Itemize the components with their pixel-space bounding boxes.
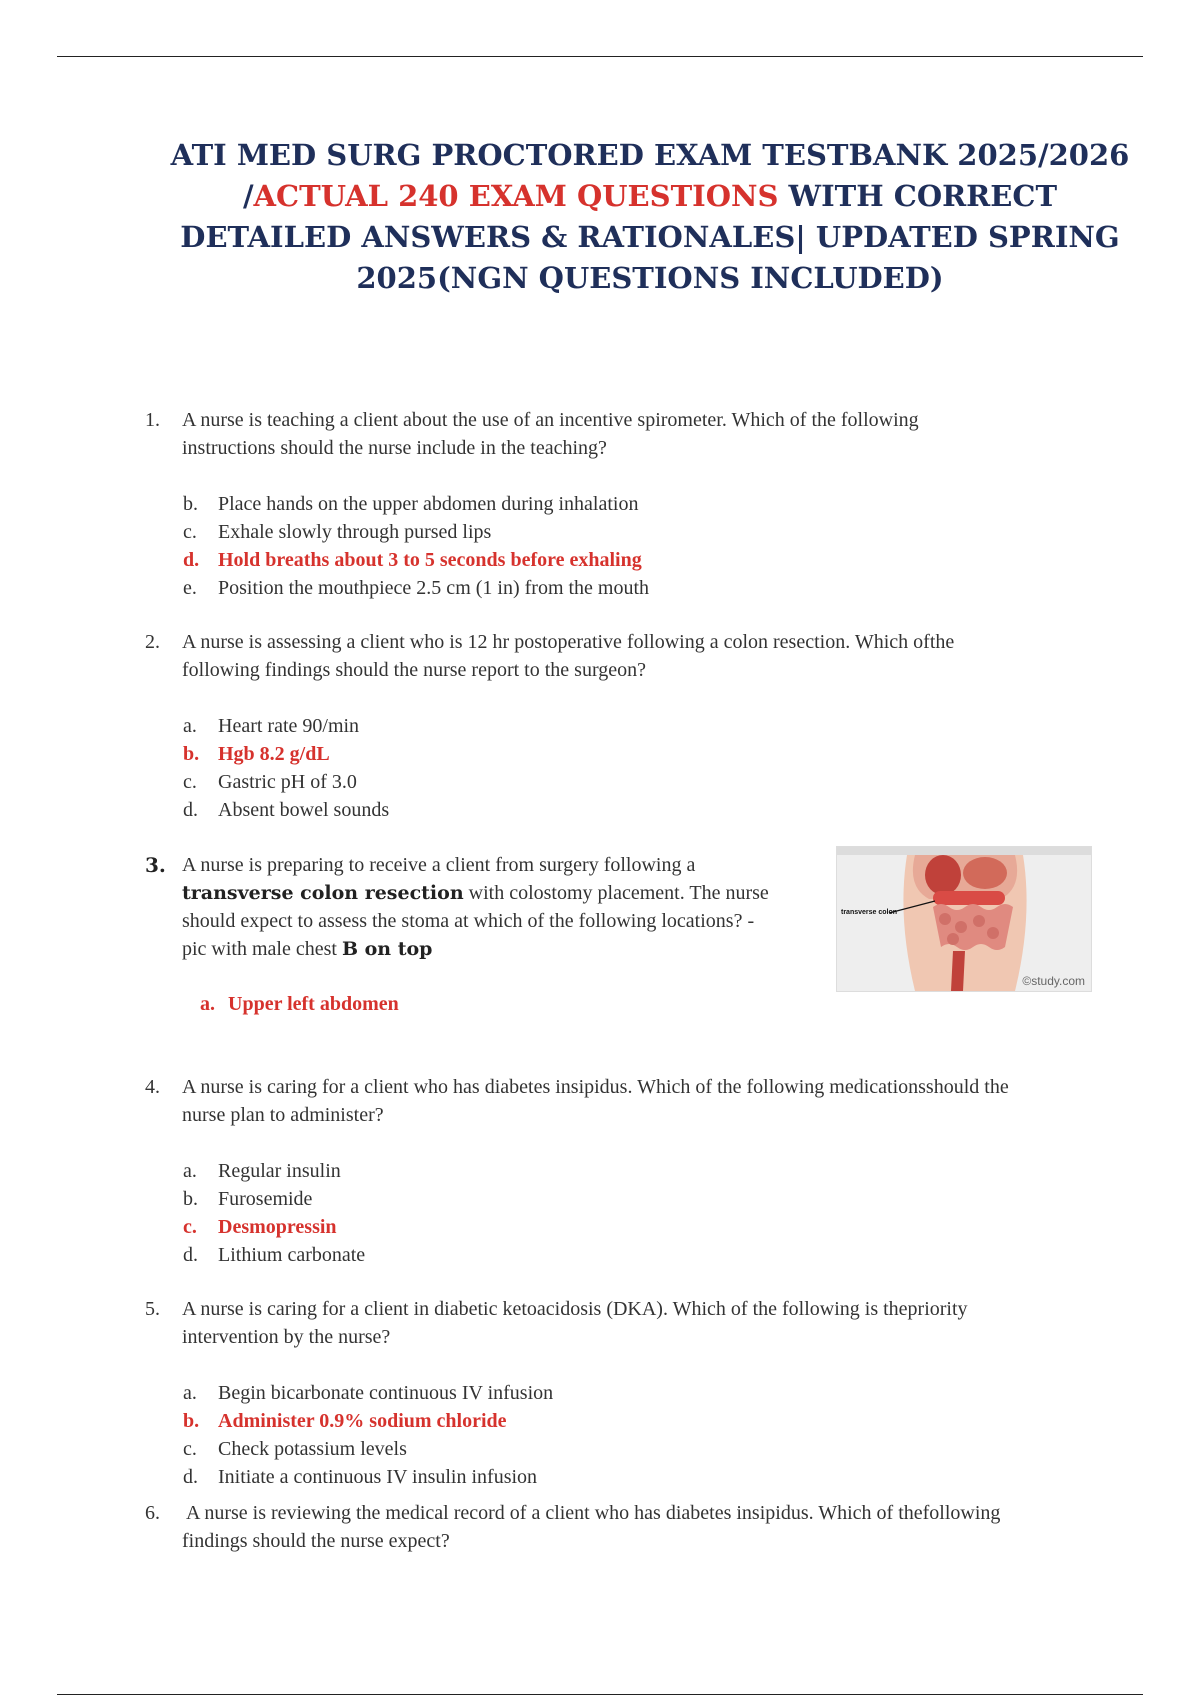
option-letter: a. xyxy=(183,1160,197,1182)
option-letter: a. xyxy=(183,1382,197,1404)
option-correct xyxy=(183,1407,507,1435)
option-text: Hgb 8.2 g/dL xyxy=(218,743,330,765)
stem-line: intervention by the nurse? xyxy=(182,1326,391,1348)
option-letter: a. xyxy=(183,715,197,737)
anatomy-image xyxy=(836,846,1092,992)
option xyxy=(183,1435,407,1463)
stem-line: following findings should the nurse report to the surgeon? xyxy=(182,659,647,681)
question-number: 2. xyxy=(145,631,160,653)
option-correct xyxy=(200,990,399,1018)
option-text: Gastric pH of 3.0 xyxy=(218,771,357,793)
option-text: Desmopressin xyxy=(218,1216,337,1238)
question-stem xyxy=(182,406,1082,462)
question-number: 3. xyxy=(145,853,166,877)
option-text: Furosemide xyxy=(218,1188,313,1210)
question-stem xyxy=(182,1295,1102,1351)
option xyxy=(183,1185,312,1213)
option-letter: c. xyxy=(183,521,197,543)
stem-line: A nurse is caring for a client who has diabetes insipidus. Which of the following medicationsshould the xyxy=(182,1076,1009,1098)
stem-text: with colostomy placement. The nurse xyxy=(463,882,769,904)
stem-line: A nurse is caring for a client in diabetic ketoacidosis (DKA). Which of the following is thepriority xyxy=(182,1298,968,1320)
option-letter: b. xyxy=(183,743,200,765)
question-number: 1. xyxy=(145,409,160,431)
stem-line: A nurse is reviewing the medical record of a client who has diabetes insipidus. Which of thefollowing xyxy=(186,1502,1001,1524)
stem-bold-text: B on top xyxy=(341,938,433,960)
question-stem xyxy=(182,1073,1102,1129)
title-line-3: DETAILED ANSWERS & RATIONALES| UPDATED SPRING xyxy=(180,220,1120,254)
title-line-1: ATI MED SURG PROCTORED EXAM TESTBANK 2025/2026 xyxy=(170,138,1130,172)
option-letter: d. xyxy=(183,1466,198,1488)
stem-line: instructions should the nurse include in the teaching? xyxy=(182,437,607,459)
option-text: Check potassium levels xyxy=(218,1438,407,1460)
stem-line: should expect to assess the stoma at which of the following locations? - xyxy=(182,910,755,932)
bottom-rule xyxy=(57,1694,1143,1695)
option xyxy=(183,1241,365,1269)
question-number: 5. xyxy=(145,1298,160,1320)
option-text: Administer 0.9% sodium chloride xyxy=(218,1410,507,1432)
question-stem xyxy=(182,1499,1102,1555)
option-letter: e. xyxy=(183,577,197,599)
option-correct xyxy=(183,1213,337,1241)
option xyxy=(183,712,359,740)
option-correct xyxy=(183,740,330,768)
option xyxy=(183,518,491,546)
option xyxy=(183,574,649,602)
option-text: Begin bicarbonate continuous IV infusion xyxy=(218,1382,554,1404)
question-stem xyxy=(182,628,1082,684)
stem-line: A nurse is teaching a client about the use of an incentive spirometer. Which of the following xyxy=(182,409,919,431)
option xyxy=(183,1379,553,1407)
option xyxy=(183,490,638,518)
stem-line: nurse plan to administer? xyxy=(182,1104,384,1126)
option-letter: a. xyxy=(200,993,215,1015)
option-letter: c. xyxy=(183,1216,197,1238)
stem-line: A nurse is preparing to receive a client from surgery following a xyxy=(182,854,696,876)
option-letter: d. xyxy=(183,549,200,571)
option-text: Regular insulin xyxy=(218,1160,341,1182)
option-text: Place hands on the upper abdomen during inhalation xyxy=(218,493,639,515)
question-stem xyxy=(182,851,822,963)
option-letter: b. xyxy=(183,493,198,515)
option-text: Upper left abdomen xyxy=(228,993,399,1015)
option-letter: c. xyxy=(183,771,197,793)
option-correct xyxy=(183,546,642,574)
figure-label: transverse colon xyxy=(841,909,898,916)
option-letter: d. xyxy=(183,1244,198,1266)
option-text: Initiate a continuous IV insulin infusion xyxy=(218,1466,538,1488)
option-text: Exhale slowly through pursed lips xyxy=(218,521,492,543)
stem-line: findings should the nurse expect? xyxy=(182,1530,450,1552)
question-number: 4. xyxy=(145,1076,160,1098)
option xyxy=(183,796,389,824)
option-text: Heart rate 90/min xyxy=(218,715,360,737)
option-letter: d. xyxy=(183,799,198,821)
title-highlight: ACTUAL 240 EXAM QUESTIONS xyxy=(253,179,779,213)
stem-line xyxy=(182,935,822,963)
title-line-2-rest: WITH CORRECT xyxy=(778,179,1058,213)
stem-line: A nurse is assessing a client who is 12 hr postoperative following a colon resection. Which ofthe xyxy=(182,631,955,653)
title-line-2 xyxy=(130,176,1170,217)
option xyxy=(183,768,357,796)
option-text: Absent bowel sounds xyxy=(218,799,390,821)
figure-credit: ©study.com xyxy=(1022,974,1085,988)
title-line-2-prefix: / xyxy=(242,179,254,213)
top-rule xyxy=(57,56,1143,57)
option-letter: b. xyxy=(183,1410,200,1432)
option-letter: c. xyxy=(183,1438,197,1460)
option xyxy=(183,1463,537,1491)
option-text: Position the mouthpiece 2.5 cm (1 in) from the mouth xyxy=(218,577,650,599)
stem-text: pic with male chest xyxy=(182,938,342,960)
document-title xyxy=(130,135,1170,299)
question-number: 6. xyxy=(145,1502,160,1524)
anatomy-illustration xyxy=(837,847,1091,991)
option-letter: b. xyxy=(183,1188,198,1210)
option xyxy=(183,1157,341,1185)
stem-line xyxy=(182,879,822,907)
option-text: Lithium carbonate xyxy=(218,1244,366,1266)
title-line-4: 2025(NGN QUESTIONS INCLUDED) xyxy=(356,261,944,295)
stem-bold-text: transverse colon resection xyxy=(182,882,464,904)
option-text: Hold breaths about 3 to 5 seconds before exhaling xyxy=(218,549,642,571)
